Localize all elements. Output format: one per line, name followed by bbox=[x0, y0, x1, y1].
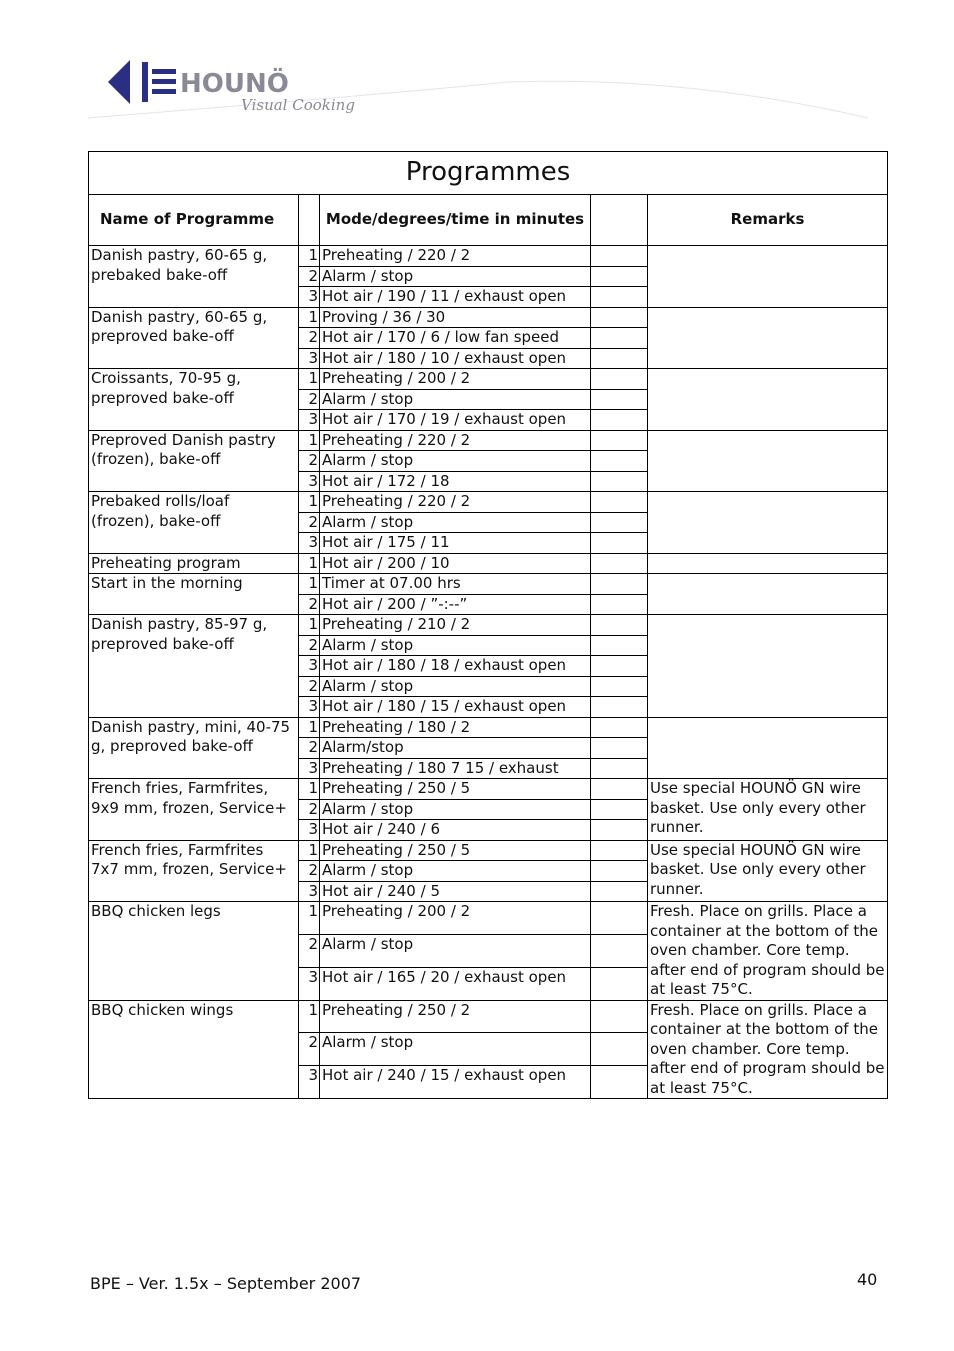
programme-name-cell: Danish pastry, 85-97 g, preproved bake-off bbox=[89, 615, 299, 718]
table-row bbox=[89, 369, 888, 390]
step-mode-cell: Alarm / stop bbox=[320, 389, 591, 410]
column-header-blank bbox=[591, 195, 648, 246]
step-mode-cell: Hot air / 180 / 18 / exhaust open bbox=[320, 656, 591, 677]
step-blank-cell bbox=[591, 553, 648, 574]
logo-brand-text: HOUNÖ bbox=[180, 69, 289, 99]
step-blank-cell bbox=[591, 635, 648, 656]
step-mode-cell: Hot air / 200 / ”-:--” bbox=[320, 594, 591, 615]
page-number: 40 bbox=[857, 1270, 878, 1289]
step-blank-cell bbox=[591, 492, 648, 513]
programme-name-cell: Preproved Danish pastry (frozen), bake-off bbox=[89, 430, 299, 492]
step-blank-cell bbox=[591, 820, 648, 841]
programme-name-cell: BBQ chicken legs bbox=[89, 902, 299, 1001]
step-number-cell: 1 bbox=[299, 492, 320, 513]
step-mode-cell: Preheating / 220 / 2 bbox=[320, 492, 591, 513]
step-number-cell: 3 bbox=[299, 471, 320, 492]
programme-name-cell: French fries, Farmfrites, 9x9 mm, frozen, Service+ bbox=[89, 779, 299, 841]
step-number-cell: 1 bbox=[299, 430, 320, 451]
programme-remark-cell bbox=[648, 369, 888, 431]
step-number-cell: 1 bbox=[299, 307, 320, 328]
logo-tagline-text: Visual Cooking bbox=[241, 96, 355, 114]
step-blank-cell bbox=[591, 287, 648, 308]
step-mode-cell: Hot air / 240 / 5 bbox=[320, 881, 591, 902]
programme-name-cell: BBQ chicken wings bbox=[89, 1000, 299, 1099]
step-blank-cell bbox=[591, 574, 648, 595]
programme-remark-cell: Fresh. Place on grills. Place a container at the bottom of the oven chamber. Core temp. after end of program should be at least 75°C. bbox=[648, 1000, 888, 1099]
step-blank-cell bbox=[591, 1066, 648, 1099]
step-blank-cell bbox=[591, 656, 648, 677]
step-mode-cell: Hot air / 200 / 10 bbox=[320, 553, 591, 574]
step-blank-cell bbox=[591, 389, 648, 410]
step-mode-cell: Hot air / 190 / 11 / exhaust open bbox=[320, 287, 591, 308]
step-number-cell: 3 bbox=[299, 287, 320, 308]
programme-name-cell: Danish pastry, mini, 40-75 g, preproved bake-off bbox=[89, 717, 299, 779]
footer-version: BPE – Ver. 1.5x – September 2007 bbox=[90, 1274, 362, 1293]
table-row bbox=[89, 840, 888, 861]
step-mode-cell: Timer at 07.00 hrs bbox=[320, 574, 591, 595]
step-mode-cell: Hot air / 180 / 10 / exhaust open bbox=[320, 348, 591, 369]
step-blank-cell bbox=[591, 307, 648, 328]
step-mode-cell: Alarm / stop bbox=[320, 451, 591, 472]
step-mode-cell: Alarm / stop bbox=[320, 635, 591, 656]
step-number-cell: 2 bbox=[299, 738, 320, 759]
step-blank-cell bbox=[591, 779, 648, 800]
table-row bbox=[89, 779, 888, 800]
programme-remark-cell bbox=[648, 492, 888, 554]
column-header-mode: Mode/degrees/time in minutes bbox=[320, 195, 591, 246]
step-blank-cell bbox=[591, 451, 648, 472]
table-row bbox=[89, 717, 888, 738]
step-blank-cell bbox=[591, 615, 648, 636]
step-number-cell: 1 bbox=[299, 779, 320, 800]
programme-remark-cell bbox=[648, 615, 888, 718]
programme-name-cell: French fries, Farmfrites 7x7 mm, frozen, Service+ bbox=[89, 840, 299, 902]
step-number-cell: 1 bbox=[299, 553, 320, 574]
step-blank-cell bbox=[591, 410, 648, 431]
step-mode-cell: Preheating / 220 / 2 bbox=[320, 430, 591, 451]
step-blank-cell bbox=[591, 348, 648, 369]
step-blank-cell bbox=[591, 369, 648, 390]
programme-remark-cell: Fresh. Place on grills. Place a container at the bottom of the oven chamber. Core temp. after end of program should be at least 75°C. bbox=[648, 902, 888, 1001]
step-blank-cell bbox=[591, 861, 648, 882]
step-blank-cell bbox=[591, 471, 648, 492]
programme-remark-cell bbox=[648, 246, 888, 308]
programme-rows bbox=[89, 246, 888, 1099]
programme-remark-cell bbox=[648, 574, 888, 615]
step-number-cell: 2 bbox=[299, 676, 320, 697]
step-mode-cell: Alarm / stop bbox=[320, 1033, 591, 1066]
step-number-cell: 3 bbox=[299, 1066, 320, 1099]
step-mode-cell: Hot air / 180 / 15 / exhaust open bbox=[320, 697, 591, 718]
step-mode-cell: Preheating / 200 / 2 bbox=[320, 902, 591, 935]
step-mode-cell: Alarm / stop bbox=[320, 676, 591, 697]
table-row bbox=[89, 307, 888, 328]
step-mode-cell: Hot air / 165 / 20 / exhaust open bbox=[320, 967, 591, 1000]
programme-remark-cell bbox=[648, 553, 888, 574]
programme-name-cell: Prebaked rolls/loaf (frozen), bake-off bbox=[89, 492, 299, 554]
step-mode-cell: Alarm / stop bbox=[320, 266, 591, 287]
step-blank-cell bbox=[591, 266, 648, 287]
programme-remark-cell bbox=[648, 430, 888, 492]
programme-remark-cell: Use special HOUNÖ GN wire basket. Use only every other runner. bbox=[648, 840, 888, 902]
step-mode-cell: Proving / 36 / 30 bbox=[320, 307, 591, 328]
step-mode-cell: Alarm/stop bbox=[320, 738, 591, 759]
step-number-cell: 2 bbox=[299, 934, 320, 967]
programmes-table bbox=[88, 151, 888, 1099]
table-row bbox=[89, 246, 888, 267]
step-number-cell: 1 bbox=[299, 902, 320, 935]
table-row bbox=[89, 1000, 888, 1033]
table-row bbox=[89, 553, 888, 574]
step-number-cell: 2 bbox=[299, 512, 320, 533]
step-mode-cell: Preheating / 210 / 2 bbox=[320, 615, 591, 636]
step-number-cell: 2 bbox=[299, 328, 320, 349]
step-number-cell: 2 bbox=[299, 266, 320, 287]
step-number-cell: 2 bbox=[299, 861, 320, 882]
step-mode-cell: Alarm / stop bbox=[320, 512, 591, 533]
step-number-cell: 2 bbox=[299, 451, 320, 472]
hounoe-logo bbox=[88, 52, 878, 124]
step-mode-cell: Hot air / 175 / 11 bbox=[320, 533, 591, 554]
step-mode-cell: Preheating / 220 / 2 bbox=[320, 246, 591, 267]
step-blank-cell bbox=[591, 594, 648, 615]
step-mode-cell: Preheating / 250 / 2 bbox=[320, 1000, 591, 1033]
step-blank-cell bbox=[591, 758, 648, 779]
step-mode-cell: Hot air / 240 / 6 bbox=[320, 820, 591, 841]
programme-name-cell: Start in the morning bbox=[89, 574, 299, 615]
step-number-cell: 3 bbox=[299, 656, 320, 677]
step-mode-cell: Preheating / 180 / 2 bbox=[320, 717, 591, 738]
step-blank-cell bbox=[591, 246, 648, 267]
step-number-cell: 3 bbox=[299, 967, 320, 1000]
programme-name-cell: Preheating program bbox=[89, 553, 299, 574]
step-blank-cell bbox=[591, 512, 648, 533]
step-mode-cell: Hot air / 170 / 6 / low fan speed bbox=[320, 328, 591, 349]
step-mode-cell: Preheating / 200 / 2 bbox=[320, 369, 591, 390]
programme-name-cell: Croissants, 70-95 g, preproved bake-off bbox=[89, 369, 299, 431]
table-title: Programmes bbox=[89, 152, 888, 195]
programme-remark-cell bbox=[648, 307, 888, 369]
step-mode-cell: Hot air / 172 / 18 bbox=[320, 471, 591, 492]
step-blank-cell bbox=[591, 934, 648, 967]
step-number-cell: 3 bbox=[299, 348, 320, 369]
column-header-remarks: Remarks bbox=[648, 195, 888, 246]
column-header-step bbox=[299, 195, 320, 246]
step-mode-cell: Preheating / 250 / 5 bbox=[320, 840, 591, 861]
step-blank-cell bbox=[591, 676, 648, 697]
step-blank-cell bbox=[591, 799, 648, 820]
step-number-cell: 1 bbox=[299, 1000, 320, 1033]
step-mode-cell: Alarm / stop bbox=[320, 934, 591, 967]
step-blank-cell bbox=[591, 840, 648, 861]
step-mode-cell: Preheating / 180 7 15 / exhaust bbox=[320, 758, 591, 779]
programme-remark-cell: Use special HOUNÖ GN wire basket. Use only every other runner. bbox=[648, 779, 888, 841]
step-number-cell: 3 bbox=[299, 758, 320, 779]
step-number-cell: 3 bbox=[299, 533, 320, 554]
step-blank-cell bbox=[591, 967, 648, 1000]
step-number-cell: 3 bbox=[299, 820, 320, 841]
step-number-cell: 1 bbox=[299, 840, 320, 861]
step-mode-cell: Hot air / 170 / 19 / exhaust open bbox=[320, 410, 591, 431]
step-blank-cell bbox=[591, 1033, 648, 1066]
table-row bbox=[89, 492, 888, 513]
step-number-cell: 3 bbox=[299, 697, 320, 718]
programme-remark-cell bbox=[648, 717, 888, 779]
step-blank-cell bbox=[591, 717, 648, 738]
step-blank-cell bbox=[591, 430, 648, 451]
step-number-cell: 1 bbox=[299, 246, 320, 267]
logo-graphic bbox=[88, 52, 878, 124]
table-row bbox=[89, 574, 888, 595]
step-blank-cell bbox=[591, 738, 648, 759]
column-header-name: Name of Programme bbox=[89, 195, 299, 246]
step-number-cell: 2 bbox=[299, 594, 320, 615]
step-number-cell: 2 bbox=[299, 799, 320, 820]
step-blank-cell bbox=[591, 328, 648, 349]
step-number-cell: 3 bbox=[299, 881, 320, 902]
step-number-cell: 1 bbox=[299, 717, 320, 738]
logo-arrow-icon bbox=[108, 60, 130, 104]
programme-name-cell: Danish pastry, 60-65 g, prebaked bake-off bbox=[89, 246, 299, 308]
step-blank-cell bbox=[591, 697, 648, 718]
step-number-cell: 3 bbox=[299, 410, 320, 431]
step-number-cell: 2 bbox=[299, 635, 320, 656]
step-number-cell: 2 bbox=[299, 1033, 320, 1066]
step-mode-cell: Hot air / 240 / 15 / exhaust open bbox=[320, 1066, 591, 1099]
table-row bbox=[89, 902, 888, 935]
step-number-cell: 1 bbox=[299, 615, 320, 636]
step-number-cell: 1 bbox=[299, 574, 320, 595]
step-blank-cell bbox=[591, 902, 648, 935]
step-mode-cell: Preheating / 250 / 5 bbox=[320, 779, 591, 800]
step-number-cell: 1 bbox=[299, 369, 320, 390]
step-number-cell: 2 bbox=[299, 389, 320, 410]
step-blank-cell bbox=[591, 1000, 648, 1033]
table-row bbox=[89, 430, 888, 451]
step-blank-cell bbox=[591, 881, 648, 902]
step-mode-cell: Alarm / stop bbox=[320, 861, 591, 882]
programme-name-cell: Danish pastry, 60-65 g, preproved bake-off bbox=[89, 307, 299, 369]
step-blank-cell bbox=[591, 533, 648, 554]
step-mode-cell: Alarm / stop bbox=[320, 799, 591, 820]
table-row bbox=[89, 615, 888, 636]
